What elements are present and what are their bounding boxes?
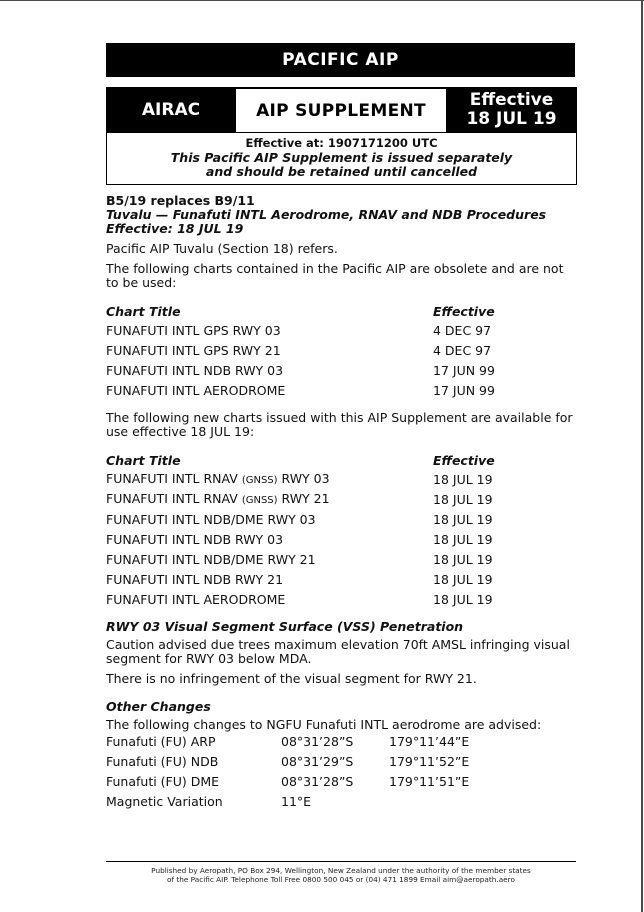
effective-label: Effective xyxy=(469,90,554,110)
chart-effective: 17 JUN 99 xyxy=(433,362,495,378)
chart-title-rwy: RWY 03 xyxy=(277,470,330,486)
col-chart-title: Chart Title xyxy=(106,303,181,319)
obsolete-intro: The following charts contained in the Pacific AIP are obsolete and are not to be used: xyxy=(106,260,564,290)
new-table-header xyxy=(106,452,576,470)
chart-effective: 4 DEC 97 xyxy=(433,322,492,338)
table-row xyxy=(106,361,576,381)
table-row xyxy=(106,530,576,550)
supplement-subject: Tuvalu — Funafuti INTL Aerodrome, RNAV and NDB Procedures xyxy=(106,206,547,222)
longitude: 179°11’52”E xyxy=(389,753,470,769)
chart-title-gnss: (GNSS) xyxy=(241,474,278,486)
effective-date: 18 JUL 19 xyxy=(466,109,557,129)
chart-title: FUNAFUTI INTL NDB RWY 03 xyxy=(106,362,284,378)
latitude: 08°31’28”S xyxy=(281,773,354,789)
chart-title: FUNAFUTI INTL NDB RWY 21 xyxy=(106,571,284,587)
chart-effective: 18 JUL 19 xyxy=(433,491,493,507)
chart-effective: 18 JUL 19 xyxy=(433,471,493,487)
col-chart-title: Chart Title xyxy=(106,452,181,468)
notice-line-2: and should be retained until cancelled xyxy=(205,164,478,179)
new-charts-intro: The following new charts issued with this AIP Supplement are available for use effective 18 JUL 19: xyxy=(106,409,573,439)
col-effective: Effective xyxy=(433,452,495,468)
coordinate-row xyxy=(106,732,576,752)
latitude: 08°31’28”S xyxy=(281,733,354,749)
other-changes-title: Other Changes xyxy=(106,698,211,714)
chart-effective: 17 JUN 99 xyxy=(433,382,495,398)
effective-block xyxy=(446,87,577,133)
chart-title: FUNAFUTI INTL NDB/DME RWY 03 xyxy=(106,511,316,527)
publisher-footer xyxy=(106,861,576,884)
chart-title: FUNAFUTI INTL NDB RWY 03 xyxy=(106,531,284,547)
table-row xyxy=(106,470,576,490)
obsolete-table-header xyxy=(106,303,576,321)
supplement-label: AIP SUPPLEMENT xyxy=(236,87,446,133)
coordinate-row xyxy=(106,792,576,812)
window-border-top xyxy=(0,0,644,1)
footer-line-1: Published by Aeropath, PO Box 294, Wellington, New Zealand under the authority of the member states xyxy=(151,866,531,875)
vss-caution: Caution advised due trees maximum elevation 70ft AMSL infringing visual segment for RWY 03 below MDA. xyxy=(106,636,570,666)
facility-name: Funafuti (FU) DME xyxy=(106,773,220,789)
chart-effective: 18 JUL 19 xyxy=(433,551,493,567)
supplement-ref: B5/19 replaces B9/11 xyxy=(106,192,255,208)
document-body xyxy=(106,194,576,812)
document-title: PACIFIC AIP xyxy=(106,43,575,77)
chart-effective: 18 JUL 19 xyxy=(433,511,493,527)
footer-line-2: of the Pacific AIP. Telephone Toll Free 0800 500 045 or (04) 471 1899 Email aim@aeropath.aero xyxy=(167,875,515,884)
longitude: 179°11’51”E xyxy=(389,773,470,789)
table-row xyxy=(106,510,576,530)
refers-text: Pacific AIP Tuvalu (Section 18) refers. xyxy=(106,240,338,256)
effective-at: Effective at: 1907171200 UTC xyxy=(245,136,438,150)
vss-section-title: RWY 03 Visual Segment Surface (VSS) Penetration xyxy=(106,618,464,634)
chart-effective: 18 JUL 19 xyxy=(433,531,493,547)
chart-title: FUNAFUTI INTL AERODROME xyxy=(106,382,286,398)
airac-label: AIRAC xyxy=(106,87,236,133)
supplement-effective: Effective: 18 JUL 19 xyxy=(106,220,244,236)
chart-effective: 18 JUL 19 xyxy=(433,591,493,607)
document-page xyxy=(106,43,576,812)
chart-effective: 18 JUL 19 xyxy=(433,571,493,587)
latitude: 08°31’29”S xyxy=(281,753,354,769)
coordinate-row xyxy=(106,772,576,792)
facility-name: Funafuti (FU) NDB xyxy=(106,753,219,769)
table-row xyxy=(106,590,576,610)
chart-effective: 4 DEC 97 xyxy=(433,342,492,358)
chart-title: FUNAFUTI INTL AERODROME xyxy=(106,591,286,607)
table-row xyxy=(106,550,576,570)
chart-title: FUNAFUTI INTL GPS RWY 21 xyxy=(106,342,281,358)
header-band xyxy=(106,87,577,133)
magnetic-variation-value: 11°E xyxy=(281,793,312,809)
table-row xyxy=(106,490,576,510)
table-row xyxy=(106,570,576,590)
table-row xyxy=(106,381,576,401)
other-changes-intro: The following changes to NGFU Funafuti INTL aerodrome are advised: xyxy=(106,716,542,732)
vss-note: There is no infringement of the visual segment for RWY 21. xyxy=(106,670,477,686)
chart-title-rwy: RWY 21 xyxy=(277,490,330,506)
chart-title-text: FUNAFUTI INTL RNAV xyxy=(106,470,242,486)
notice-box xyxy=(106,133,577,185)
notice-line-1: This Pacific AIP Supplement is issued separately xyxy=(170,149,513,165)
longitude: 179°11’44”E xyxy=(389,733,470,749)
chart-title: FUNAFUTI INTL GPS RWY 03 xyxy=(106,322,281,338)
window-border-right xyxy=(641,0,643,912)
facility-name: Magnetic Variation xyxy=(106,793,223,809)
chart-title xyxy=(106,472,433,488)
chart-title xyxy=(106,492,433,508)
facility-name: Funafuti (FU) ARP xyxy=(106,733,216,749)
chart-title-text: FUNAFUTI INTL RNAV xyxy=(106,490,242,506)
table-row xyxy=(106,321,576,341)
chart-title: FUNAFUTI INTL NDB/DME RWY 21 xyxy=(106,551,316,567)
table-row xyxy=(106,341,576,361)
chart-title-gnss: (GNSS) xyxy=(241,494,278,506)
col-effective: Effective xyxy=(433,303,495,319)
coordinate-row xyxy=(106,752,576,772)
